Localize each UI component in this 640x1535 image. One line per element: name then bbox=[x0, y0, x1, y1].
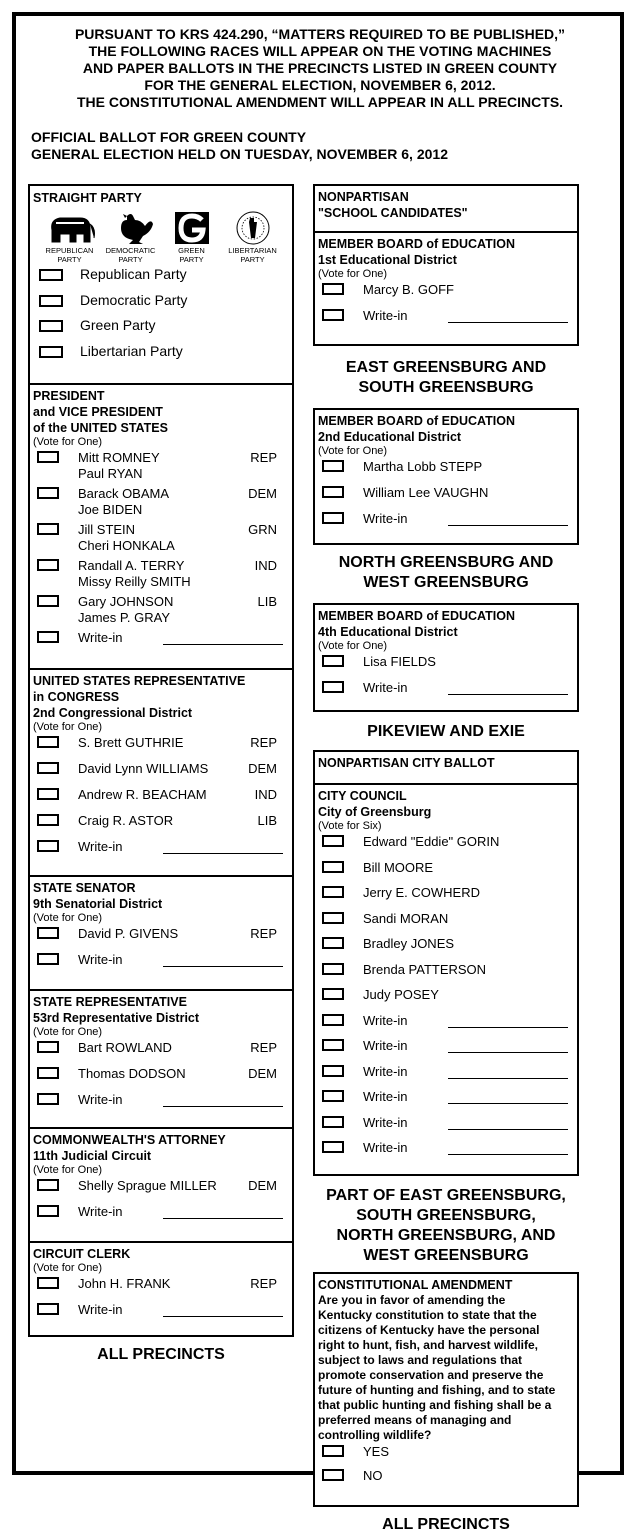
precinct-heading bbox=[313, 1186, 579, 1266]
write-in-line[interactable] bbox=[448, 1052, 568, 1053]
vote-checkbox[interactable] bbox=[39, 295, 63, 307]
candidate-name: Joe BIDEN bbox=[78, 502, 143, 517]
option-label: YES bbox=[363, 1444, 390, 1459]
race-title: MEMBER BOARD of EDUCATION bbox=[318, 609, 515, 623]
precinct-heading-line: WEST GREENSBURG bbox=[363, 1247, 529, 1264]
write-in-line[interactable] bbox=[448, 1027, 568, 1028]
write-in-label: Write-in bbox=[78, 839, 123, 854]
vote-checkbox[interactable] bbox=[322, 460, 344, 472]
write-in-label: Write-in bbox=[78, 952, 123, 967]
precinct-heading-line: PART OF EAST GREENSBURG, bbox=[326, 1187, 566, 1204]
question-line: future of hunting and fishing, and to state bbox=[318, 1383, 556, 1397]
vote-checkbox[interactable] bbox=[322, 1039, 344, 1051]
write-in-label: Write-in bbox=[78, 630, 123, 645]
write-in-line[interactable] bbox=[163, 966, 283, 967]
candidate-name: Shelly Sprague MILLER bbox=[78, 1178, 217, 1193]
question-line: citizens of Kentucky have the personal bbox=[318, 1323, 540, 1337]
circuit-clerk-race bbox=[30, 1243, 292, 1335]
vote-instruction: (Vote for One) bbox=[33, 1164, 103, 1176]
precinct-heading-line: NORTH GREENSBURG AND bbox=[338, 554, 554, 571]
vote-checkbox[interactable] bbox=[322, 912, 344, 924]
yes-option[interactable] bbox=[318, 1443, 574, 1467]
candidate-name: Paul RYAN bbox=[78, 466, 143, 481]
candidate-row[interactable] bbox=[318, 281, 574, 307]
vote-checkbox[interactable] bbox=[37, 762, 59, 774]
vote-checkbox[interactable] bbox=[322, 1065, 344, 1077]
us-representative-race bbox=[30, 670, 292, 877]
candidate-row[interactable] bbox=[318, 961, 574, 987]
option-label: Democratic Party bbox=[80, 291, 188, 308]
race-title: NONPARTISAN CITY BALLOT bbox=[318, 756, 495, 770]
race-title: 9th Senatorial District bbox=[33, 897, 163, 911]
write-in-row[interactable] bbox=[318, 307, 574, 333]
party-code: DEM bbox=[248, 1066, 277, 1081]
race-title: CITY COUNCIL bbox=[318, 789, 407, 803]
candidate-row[interactable] bbox=[33, 1275, 289, 1301]
candidate-row[interactable] bbox=[33, 812, 289, 838]
precinct-heading-line: SOUTH GREENSBURG bbox=[358, 379, 534, 396]
straight-party-race bbox=[30, 186, 292, 385]
city-ballot-box bbox=[313, 750, 579, 1176]
vote-checkbox[interactable] bbox=[322, 1445, 344, 1457]
write-in-row[interactable] bbox=[33, 1203, 289, 1229]
candidate-row[interactable] bbox=[33, 786, 289, 812]
vote-checkbox[interactable] bbox=[37, 927, 59, 939]
party-code: LIB bbox=[257, 813, 277, 828]
candidate-row[interactable] bbox=[318, 986, 574, 1012]
candidate-name: Judy POSEY bbox=[363, 987, 439, 1002]
race-title: 11th Judicial Circuit bbox=[33, 1149, 152, 1163]
option-label: Republican Party bbox=[80, 266, 187, 282]
candidate-row[interactable] bbox=[318, 458, 574, 484]
write-in-line[interactable] bbox=[448, 694, 568, 695]
candidate-row[interactable] bbox=[33, 593, 289, 629]
no-option[interactable] bbox=[318, 1467, 574, 1491]
party-code: IND bbox=[254, 558, 277, 573]
candidate-row[interactable] bbox=[318, 884, 574, 910]
candidate-name: Brenda PATTERSON bbox=[363, 961, 487, 977]
vote-checkbox[interactable] bbox=[322, 283, 344, 295]
official-ballot-title bbox=[31, 129, 448, 163]
race-title: 4th Educational District bbox=[318, 625, 458, 639]
write-in-row[interactable] bbox=[318, 1063, 574, 1089]
candidate-name: Cheri HONKALA bbox=[78, 538, 175, 553]
candidate-name: David Lynn WILLIAMS bbox=[78, 761, 209, 776]
write-in-label: Write-in bbox=[78, 1204, 123, 1219]
vote-checkbox[interactable] bbox=[37, 1067, 59, 1079]
question-line: Are you in favor of amending the bbox=[318, 1293, 506, 1307]
option-label: NO bbox=[363, 1468, 383, 1483]
vote-checkbox[interactable] bbox=[37, 631, 59, 643]
write-in-row[interactable] bbox=[33, 838, 289, 864]
vote-checkbox[interactable] bbox=[322, 1116, 344, 1128]
candidate-name: James P. GRAY bbox=[78, 610, 170, 625]
write-in-row[interactable] bbox=[318, 510, 574, 536]
candidate-row[interactable] bbox=[318, 653, 574, 679]
party-code: GRN bbox=[248, 522, 277, 537]
president-race bbox=[30, 385, 292, 670]
party-code: REP bbox=[250, 926, 277, 941]
candidate-row[interactable] bbox=[33, 1065, 289, 1091]
candidate-row[interactable] bbox=[33, 485, 289, 521]
candidate-name: Martha Lobb STEPP bbox=[363, 459, 483, 474]
official-line: GENERAL ELECTION HELD ON TUESDAY, NOVEMBER 6, 2012 bbox=[31, 146, 448, 162]
vote-instruction: (Vote for One) bbox=[318, 445, 388, 457]
candidate-row[interactable] bbox=[33, 1039, 289, 1065]
candidate-name: William Lee VAUGHN bbox=[363, 485, 489, 500]
vote-instruction: (Vote for One) bbox=[33, 912, 103, 924]
constitutional-amendment-box bbox=[313, 1272, 579, 1507]
question-line: preferred means of managing and bbox=[318, 1413, 512, 1427]
vote-instruction: (Vote for One) bbox=[33, 436, 103, 448]
candidate-name: Andrew R. BEACHAM bbox=[78, 787, 207, 802]
candidate-row[interactable] bbox=[318, 910, 574, 936]
rooster-icon bbox=[107, 210, 155, 246]
race-title: 1st Educational District bbox=[318, 253, 457, 267]
green-logo bbox=[163, 210, 221, 264]
question-line: right to hunt, fish, and harvest wildlife, bbox=[318, 1338, 539, 1352]
candidate-name: Craig R. ASTOR bbox=[78, 813, 174, 828]
vote-checkbox[interactable] bbox=[37, 523, 59, 535]
vote-checkbox[interactable] bbox=[322, 835, 344, 847]
city-council-race bbox=[315, 785, 577, 1174]
board-education-4-race bbox=[315, 605, 577, 710]
write-in-row[interactable] bbox=[33, 629, 289, 655]
vote-checkbox[interactable] bbox=[37, 1303, 59, 1315]
write-in-row[interactable] bbox=[318, 1012, 574, 1038]
vote-checkbox[interactable] bbox=[322, 1141, 344, 1153]
vote-checkbox[interactable] bbox=[322, 486, 344, 498]
vote-checkbox[interactable] bbox=[37, 953, 59, 965]
candidate-row[interactable] bbox=[318, 833, 574, 859]
board-education-1-race bbox=[315, 233, 577, 344]
precinct-heading: PIKEVIEW AND EXIE bbox=[367, 723, 525, 740]
elephant-icon bbox=[44, 210, 96, 246]
write-in-label: Write-in bbox=[363, 680, 408, 695]
candidate-row[interactable] bbox=[33, 925, 289, 951]
race-title: CIRCUIT CLERK bbox=[33, 1247, 131, 1261]
write-in-label: Write-in bbox=[363, 511, 408, 526]
notice-line: AND PAPER BALLOTS IN THE PRECINCTS LISTED IN GREEN COUNTY bbox=[82, 60, 558, 76]
write-in-label: Write-in bbox=[363, 1012, 408, 1028]
logo-label: DEMOCRATIC bbox=[105, 246, 156, 255]
commonwealth-attorney-race bbox=[30, 1129, 292, 1243]
party-logos bbox=[33, 206, 289, 264]
question-line: promote conservation and preserve the bbox=[318, 1368, 544, 1382]
official-line: OFFICIAL BALLOT FOR GREEN COUNTY bbox=[31, 129, 307, 145]
candidate-name: Thomas DODSON bbox=[78, 1066, 186, 1081]
race-title: STATE SENATOR bbox=[33, 881, 136, 895]
race-title: COMMONWEALTH'S ATTORNEY bbox=[33, 1133, 226, 1147]
logo-label: LIBERTARIAN bbox=[228, 246, 277, 255]
vote-checkbox[interactable] bbox=[37, 1205, 59, 1217]
race-title: CONSTITUTIONAL AMENDMENT bbox=[318, 1278, 513, 1292]
straight-party-option[interactable] bbox=[33, 266, 289, 292]
straight-party-option[interactable] bbox=[33, 317, 289, 343]
candidate-row[interactable] bbox=[318, 859, 574, 885]
party-code: REP bbox=[250, 735, 277, 750]
vote-checkbox[interactable] bbox=[322, 937, 344, 949]
write-in-label: Write-in bbox=[78, 1092, 123, 1107]
question-line: controlling wildlife? bbox=[318, 1428, 432, 1442]
straight-party-option[interactable] bbox=[33, 292, 289, 318]
vote-checkbox[interactable] bbox=[322, 512, 344, 524]
race-title: City of Greensburg bbox=[318, 805, 432, 819]
straight-party-option[interactable] bbox=[33, 343, 289, 369]
write-in-line[interactable] bbox=[448, 322, 568, 323]
party-code: DEM bbox=[248, 1178, 277, 1193]
precinct-heading-line: EAST GREENSBURG AND bbox=[345, 359, 547, 376]
vote-checkbox[interactable] bbox=[322, 309, 344, 321]
precinct-heading: ALL PRECINCTS bbox=[97, 1346, 225, 1363]
precinct-heading bbox=[313, 553, 579, 593]
write-in-label: Write-in bbox=[363, 1038, 408, 1053]
vote-checkbox[interactable] bbox=[37, 1179, 59, 1191]
candidate-row[interactable] bbox=[318, 484, 574, 510]
board-education-4-box bbox=[313, 603, 579, 712]
party-code: REP bbox=[250, 1040, 277, 1055]
nonpartisan-header bbox=[315, 186, 577, 233]
notice-header bbox=[20, 26, 620, 111]
board-education-2-race bbox=[315, 410, 577, 543]
write-in-line[interactable] bbox=[163, 1316, 283, 1317]
candidate-row[interactable] bbox=[318, 935, 574, 961]
race-title: STRAIGHT PARTY bbox=[33, 191, 142, 205]
race-title: NONPARTISAN bbox=[318, 190, 409, 204]
party-code: LIB bbox=[257, 594, 277, 609]
race-title: MEMBER BOARD of EDUCATION bbox=[318, 237, 515, 251]
party-code: REP bbox=[250, 450, 277, 465]
left-column bbox=[28, 184, 294, 1365]
race-title: 53rd Representative District bbox=[33, 1011, 200, 1025]
race-title: 2nd Educational District bbox=[318, 430, 462, 444]
write-in-line[interactable] bbox=[448, 1103, 568, 1104]
race-title: MEMBER BOARD of EDUCATION bbox=[318, 414, 515, 428]
race-title: "SCHOOL CANDIDATES" bbox=[318, 206, 468, 220]
write-in-row[interactable] bbox=[318, 1088, 574, 1114]
notice-line: FOR THE GENERAL ELECTION, NOVEMBER 6, 2012. bbox=[144, 77, 496, 93]
write-in-line[interactable] bbox=[448, 1154, 568, 1155]
candidate-name: Jerry E. COWHERD bbox=[363, 885, 480, 900]
vote-instruction: (Vote for Six) bbox=[318, 820, 382, 832]
write-in-row[interactable] bbox=[318, 1114, 574, 1140]
candidate-name: Gary JOHNSON bbox=[78, 594, 174, 609]
question-line: that public hunting and fishing shall be a bbox=[318, 1398, 552, 1412]
candidate-row[interactable] bbox=[33, 760, 289, 786]
candidate-name: David P. GIVENS bbox=[78, 926, 179, 941]
vote-checkbox[interactable] bbox=[322, 988, 344, 1000]
libertarian-logo bbox=[224, 210, 282, 264]
write-in-line[interactable] bbox=[163, 1106, 283, 1107]
write-in-row[interactable] bbox=[318, 679, 574, 705]
precinct-heading-line: NORTH GREENSBURG, AND bbox=[336, 1227, 556, 1244]
vote-checkbox[interactable] bbox=[37, 451, 59, 463]
partisan-ballot-box bbox=[28, 184, 294, 1337]
candidate-name: Marcy B. GOFF bbox=[363, 282, 454, 297]
candidate-row[interactable] bbox=[33, 734, 289, 760]
board-education-2-box bbox=[313, 408, 579, 545]
notice-line: THE CONSTITUTIONAL AMENDMENT WILL APPEAR IN ALL PRECINCTS. bbox=[76, 94, 564, 110]
candidate-name: Sandi MORAN bbox=[363, 910, 449, 926]
candidate-name: Barack OBAMA bbox=[78, 486, 170, 501]
vote-checkbox[interactable] bbox=[37, 1093, 59, 1105]
race-title: and VICE PRESIDENT bbox=[33, 405, 163, 419]
vote-checkbox[interactable] bbox=[39, 346, 63, 358]
city-ballot-header bbox=[315, 752, 577, 785]
vote-instruction: (Vote for One) bbox=[33, 1262, 103, 1274]
write-in-label: Write-in bbox=[363, 1063, 408, 1079]
vote-checkbox[interactable] bbox=[39, 269, 63, 281]
school-ballot-box bbox=[313, 184, 579, 346]
vote-checkbox[interactable] bbox=[322, 1469, 344, 1481]
vote-checkbox[interactable] bbox=[37, 788, 59, 800]
write-in-row[interactable] bbox=[33, 951, 289, 977]
write-in-label: Write-in bbox=[363, 1140, 408, 1155]
vote-checkbox[interactable] bbox=[322, 861, 344, 873]
write-in-row[interactable] bbox=[33, 1091, 289, 1117]
notice-line: THE FOLLOWING RACES WILL APPEAR ON THE VOTING MACHINES bbox=[88, 43, 552, 59]
vote-checkbox[interactable] bbox=[322, 681, 344, 693]
precinct-heading-line: SOUTH GREENSBURG, bbox=[356, 1207, 536, 1224]
write-in-line[interactable] bbox=[448, 1078, 568, 1079]
race-title: UNITED STATES REPRESENTATIVE bbox=[33, 674, 246, 688]
vote-instruction: (Vote for One) bbox=[33, 1026, 103, 1038]
vote-checkbox[interactable] bbox=[322, 963, 344, 975]
vote-checkbox[interactable] bbox=[322, 886, 344, 898]
notice-line: PURSUANT TO KRS 424.290, “MATTERS REQUIRED TO BE PUBLISHED,” bbox=[74, 26, 566, 42]
candidate-name: Bill MOORE bbox=[363, 859, 434, 875]
race-title: STATE REPRESENTATIVE bbox=[33, 995, 187, 1009]
vote-instruction: (Vote for One) bbox=[33, 721, 103, 733]
candidate-row[interactable] bbox=[33, 1177, 289, 1203]
write-in-line[interactable] bbox=[448, 525, 568, 526]
precinct-heading-line: WEST GREENSBURG bbox=[363, 574, 529, 591]
candidate-row[interactable] bbox=[33, 449, 289, 485]
state-senator-race bbox=[30, 877, 292, 991]
vote-checkbox[interactable] bbox=[37, 487, 59, 499]
logo-label: PARTY bbox=[118, 255, 143, 264]
vote-checkbox[interactable] bbox=[37, 595, 59, 607]
logo-label: REPUBLICAN bbox=[45, 246, 94, 255]
vote-instruction: (Vote for One) bbox=[318, 268, 388, 280]
write-in-row[interactable] bbox=[318, 1037, 574, 1063]
candidate-row[interactable] bbox=[33, 521, 289, 557]
write-in-line[interactable] bbox=[163, 644, 283, 645]
constitutional-amendment-race bbox=[315, 1274, 577, 1505]
race-title: PRESIDENT bbox=[33, 389, 105, 403]
vote-checkbox[interactable] bbox=[37, 814, 59, 826]
logo-label: PARTY bbox=[57, 255, 82, 264]
candidate-name: Edward "Eddie" GORIN bbox=[363, 834, 500, 849]
state-representative-race bbox=[30, 991, 292, 1129]
republican-logo bbox=[41, 210, 99, 264]
amendment-question bbox=[318, 1293, 574, 1443]
vote-checkbox[interactable] bbox=[37, 840, 59, 852]
vote-checkbox[interactable] bbox=[322, 1090, 344, 1102]
write-in-line[interactable] bbox=[448, 1129, 568, 1130]
precinct-heading: ALL PRECINCTS bbox=[382, 1516, 510, 1533]
question-line: subject to laws and regulations that bbox=[318, 1353, 523, 1367]
party-code: REP bbox=[250, 1276, 277, 1291]
logo-label: PARTY bbox=[179, 255, 204, 264]
race-title: of the UNITED STATES bbox=[33, 421, 168, 435]
vote-checkbox[interactable] bbox=[37, 736, 59, 748]
vote-checkbox[interactable] bbox=[39, 320, 63, 332]
race-title: in CONGRESS bbox=[33, 690, 120, 704]
candidate-name: Randall A. TERRY bbox=[78, 558, 185, 573]
vote-instruction: (Vote for One) bbox=[318, 640, 388, 652]
race-title: 2nd Congressional District bbox=[33, 706, 193, 720]
write-in-line[interactable] bbox=[163, 1218, 283, 1219]
write-in-row[interactable] bbox=[33, 1301, 289, 1327]
write-in-row[interactable] bbox=[318, 1139, 574, 1165]
candidate-name: Bart ROWLAND bbox=[78, 1040, 172, 1055]
question-line: Kentucky constitution to state that the bbox=[318, 1308, 537, 1322]
vote-checkbox[interactable] bbox=[37, 1277, 59, 1289]
write-in-line[interactable] bbox=[163, 853, 283, 854]
candidate-name: Lisa FIELDS bbox=[363, 654, 436, 669]
candidate-row[interactable] bbox=[33, 557, 289, 593]
write-in-label: Write-in bbox=[78, 1302, 123, 1317]
candidate-name: John H. FRANK bbox=[78, 1276, 171, 1291]
right-column bbox=[313, 184, 579, 1535]
candidate-name: S. Brett GUTHRIE bbox=[78, 735, 184, 750]
logo-label: PARTY bbox=[240, 255, 265, 264]
candidate-name: Jill STEIN bbox=[78, 522, 136, 537]
candidate-name: Bradley JONES bbox=[363, 936, 455, 951]
option-label: Libertarian Party bbox=[80, 342, 183, 359]
party-code: IND bbox=[254, 787, 277, 802]
candidate-name: Mitt ROMNEY bbox=[78, 450, 160, 465]
logo-label: GREEN bbox=[178, 246, 205, 255]
option-label: Green Party bbox=[80, 317, 156, 333]
vote-checkbox[interactable] bbox=[37, 1041, 59, 1053]
vote-checkbox[interactable] bbox=[37, 559, 59, 571]
precinct-heading bbox=[313, 358, 579, 398]
party-code: DEM bbox=[248, 486, 277, 501]
write-in-label: Write-in bbox=[363, 1089, 408, 1104]
democratic-logo bbox=[102, 210, 160, 264]
vote-checkbox[interactable] bbox=[322, 1014, 344, 1026]
write-in-label: Write-in bbox=[363, 308, 408, 323]
candidate-name: Missy Reilly SMITH bbox=[78, 574, 191, 589]
write-in-label: Write-in bbox=[363, 1114, 408, 1130]
vote-checkbox[interactable] bbox=[322, 655, 344, 667]
green-g-icon bbox=[172, 210, 212, 246]
party-code: DEM bbox=[248, 761, 277, 776]
libertarian-seal-icon bbox=[233, 210, 273, 246]
